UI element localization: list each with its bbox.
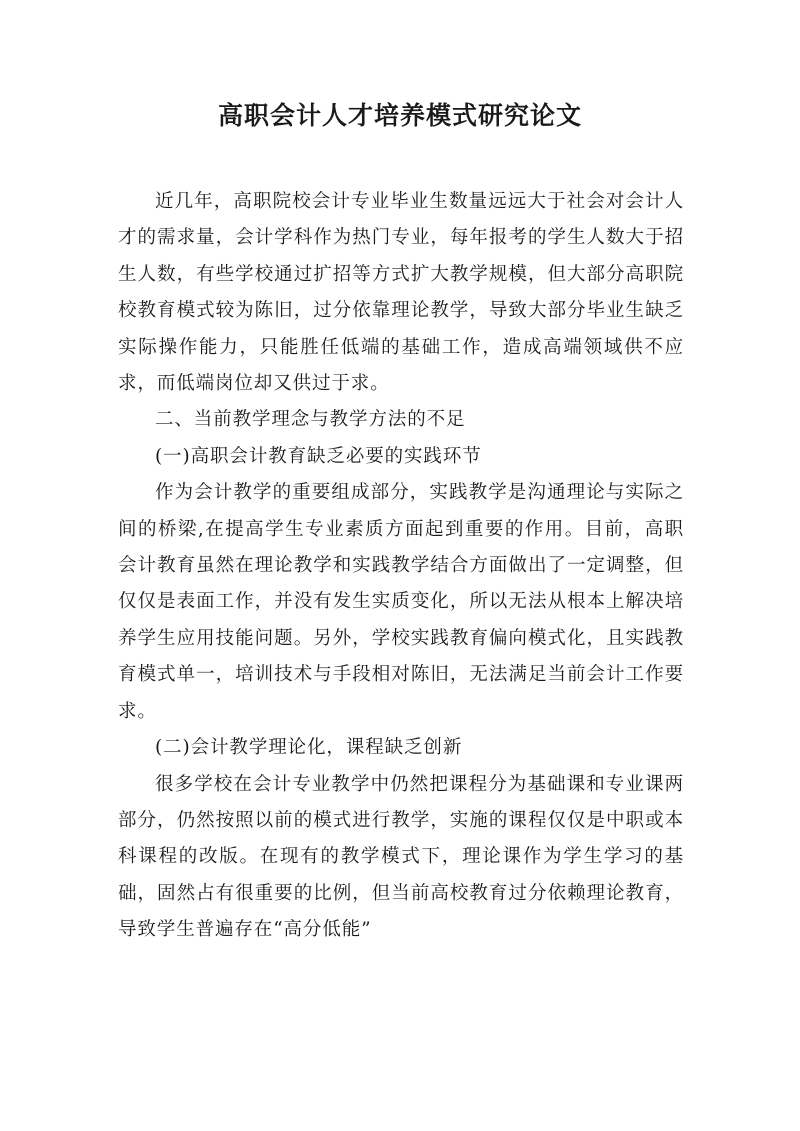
paragraph-intro: 近几年，高职院校会计专业毕业生数量远远大于社会对会计人才的需求量，会计学科作为热门专业，每年报考的学生人数大于招生人数，有些学校通过扩招等方式扩大教学规模，但大部分高职院校教育模式较为陈旧，过分依靠理论教学，导致大部分毕业生缺乏实际操作能力，只能胜任低端的基础工作，造成高端领域供不应求，而低端岗位却又供过于求。 bbox=[118, 191, 684, 395]
paragraph-practice: 作为会计教学的重要组成部分，实践教学是沟通理论与实际之间的桥梁,在提高学生专业素质方面起到重要的作用。目前，高职会计教育虽然在理论教学和实践教学结合方面做出了一定调整，但仅仅是表面工作，并没有发生实质变化，所以无法从根本上解决培养学生应用技能问题。另外，学校实践教育偏向模式化，且实践教育模式单一，培训技术与手段相对陈旧，无法满足当前会计工作要求。 bbox=[118, 482, 684, 722]
section-heading: 二、当前教学理念与教学方法的不足 bbox=[155, 409, 466, 431]
paragraph-curriculum: 很多学校在会计专业教学中仍然把课程分为基础课和专业课两部分，仍然按照以前的模式进行教学，实施的课程仅仅是中职或本科课程的改版。在现有的教学模式下，理论课作为学生学习的基础，固然占有很重要的比例，但当前高校教育过分依赖理论教育，导致学生普遍存在“高分低能” bbox=[118, 773, 684, 941]
subsection-heading-2: (二)会计教学理论化，课程缺乏创新 bbox=[155, 737, 463, 759]
subsection-heading-1: (一)高职会计教育缺乏必要的实践环节 bbox=[155, 445, 482, 467]
document-body bbox=[118, 184, 684, 949]
document-title: 高职会计人才培养模式研究论文 bbox=[217, 101, 582, 130]
